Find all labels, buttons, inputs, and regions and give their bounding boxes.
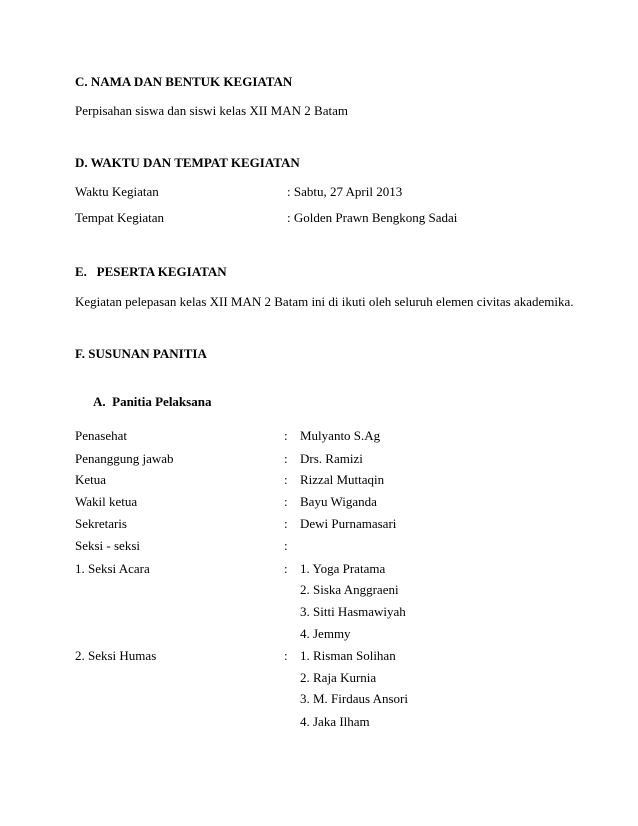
seksi-acara-member: 1. Yoga Pratama <box>300 561 386 576</box>
role-label: Penanggung jawab <box>75 451 174 466</box>
seksi-acara-member: 3. Sitti Hasmawiyah <box>300 604 406 619</box>
role-label: Sekretaris <box>75 516 127 531</box>
seksi-humas-label: 2. Seksi Humas <box>75 648 157 663</box>
role-label: Seksi - seksi <box>75 538 140 553</box>
seksi-humas-colon: : <box>284 648 288 663</box>
role-colon: : <box>284 494 288 509</box>
seksi-acara-colon: : <box>284 561 288 576</box>
seksi-acara-member: 4. Jemmy <box>300 626 351 641</box>
section-c-text: Perpisahan siswa dan siswi kelas XII MAN 2 Batam <box>75 103 348 118</box>
waktu-label: Waktu Kegiatan <box>75 184 159 199</box>
role-label: Ketua <box>75 472 107 487</box>
section-f-heading: F. SUSUNAN PANITIA <box>75 346 207 361</box>
role-value: Rizzal Muttaqin <box>300 472 385 487</box>
seksi-humas-member: 1. Risman Solihan <box>300 648 396 663</box>
section-c-heading: C. NAMA DAN BENTUK KEGIATAN <box>75 74 293 89</box>
role-value: Dewi Purnamasari <box>300 516 397 531</box>
seksi-acara-member: 2. Siska Anggraeni <box>300 582 399 597</box>
role-colon: : <box>284 516 288 531</box>
role-value: Drs. Ramizi <box>300 451 363 466</box>
seksi-humas-member: 4. Jaka Ilham <box>300 714 370 729</box>
section-d-heading: D. WAKTU DAN TEMPAT KEGIATAN <box>75 155 300 170</box>
role-colon: : <box>284 428 288 443</box>
role-colon: : <box>284 472 288 487</box>
panitia-subheading: A. Panitia Pelaksana <box>93 394 212 409</box>
role-colon: : <box>284 538 288 553</box>
tempat-label: Tempat Kegiatan <box>75 210 164 225</box>
tempat-value: : Golden Prawn Bengkong Sadai <box>287 210 458 225</box>
role-label: Wakil ketua <box>75 494 138 509</box>
seksi-humas-member: 3. M. Firdaus Ansori <box>300 691 408 706</box>
role-label: Penasehat <box>75 428 127 443</box>
section-e-heading: E. PESERTA KEGIATAN <box>75 264 227 279</box>
role-value: Mulyanto S.Ag <box>300 428 381 443</box>
waktu-value: : Sabtu, 27 April 2013 <box>287 184 403 199</box>
section-e-text: Kegiatan pelepasan kelas XII MAN 2 Batam ini di ikuti oleh seluruh elemen civitas akademika. <box>75 294 574 309</box>
seksi-acara-label: 1. Seksi Acara <box>75 561 150 576</box>
role-colon: : <box>284 451 288 466</box>
role-value: Bayu Wiganda <box>300 494 377 509</box>
seksi-humas-member: 2. Raja Kurnia <box>300 670 377 685</box>
